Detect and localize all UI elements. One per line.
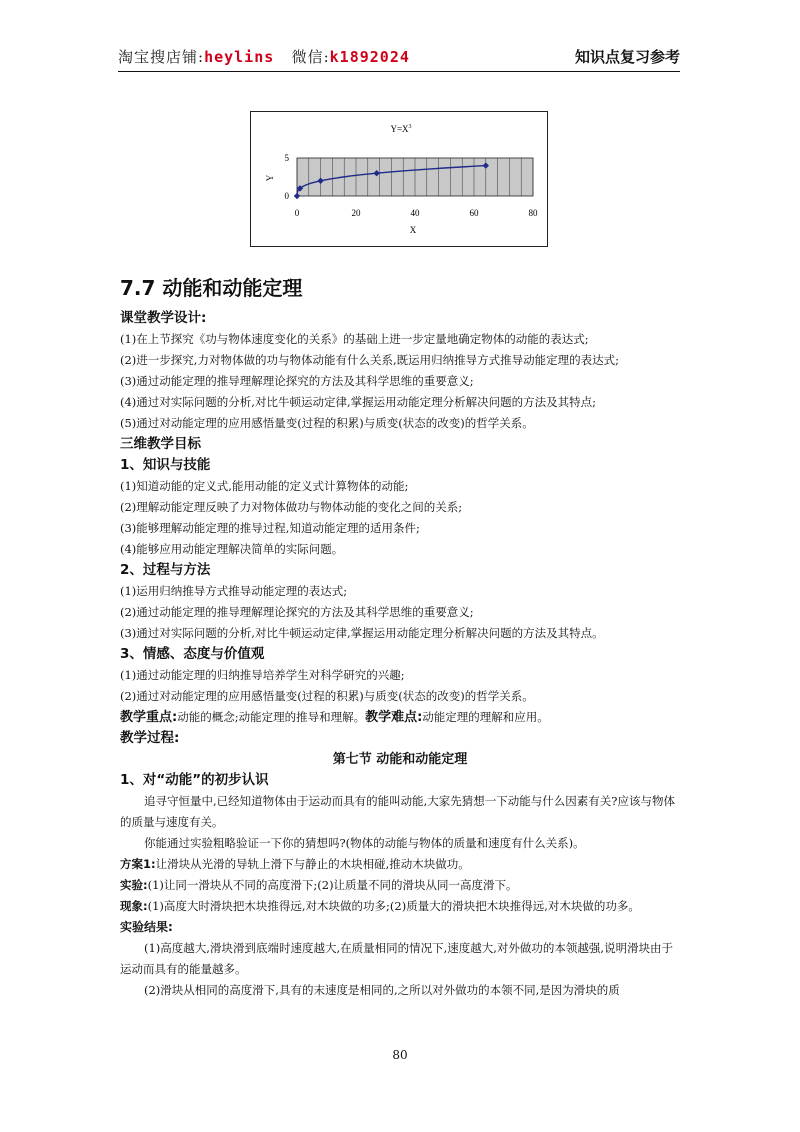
x-tick-label: 0 bbox=[294, 208, 300, 218]
section-title: 7.7 动能和动能定理 bbox=[120, 276, 303, 300]
design-item-3: (3)通过动能定理的推导理解理论探究的方法及其科学思维的重要意义; bbox=[120, 374, 474, 388]
chart-title-text: Y=X bbox=[390, 124, 409, 134]
shop-label: 淘宝搜店铺: bbox=[118, 48, 205, 66]
y-tick-label: 5 bbox=[284, 153, 289, 163]
design-item-2: (2)进一步探究,力对物体做的功与物体动能有什么关系,既运用归纳推导方式推导动能定理的表达式; bbox=[120, 353, 619, 367]
phenomenon-text: (1)高度大时滑块把木块推得远,对木块做的功多;(2)质量大的滑块把木块推得远,对木块做的功多。 bbox=[147, 899, 640, 913]
goals-heading: 三维教学目标 bbox=[120, 436, 201, 452]
design-item-4: (4)通过对实际问题的分析,对比牛顿运动定律,掌握运用动能定理分析解决问题的方法及其特点; bbox=[120, 395, 596, 409]
lesson-title: 第七节 动能和动能定理 bbox=[332, 752, 468, 767]
header-title: 知识点复习参考 bbox=[574, 48, 680, 66]
knowledge-item-3: (3)能够理解动能定理的推导过程,知道动能定理的适用条件; bbox=[120, 521, 420, 535]
shop-info bbox=[118, 46, 410, 67]
design-item-5: (5)通过对动能定理的应用感悟量变(过程的积累)与质变(状态的改变)的哲学关系。 bbox=[120, 416, 534, 430]
difficulty-text: 动能定理的理解和应用。 bbox=[422, 710, 549, 724]
part1-para-2: 你能通过实验粗略验证一下你的猜想吗?(物体的动能与物体的质量和速度有什么关系)。 bbox=[144, 836, 585, 850]
x-tick-label: 20 bbox=[351, 208, 361, 218]
focus-text: 动能的概念;动能定理的推导和理解。 bbox=[177, 710, 366, 724]
process-item-1: (1)运用归纳推导方式推导动能定理的表达式; bbox=[120, 584, 348, 598]
key-points-line bbox=[120, 707, 680, 728]
result-heading: 实验结果: bbox=[120, 920, 173, 934]
experiment-label: 实验: bbox=[120, 878, 148, 892]
experiment-text: (1)让同一滑块从不同的高度滑下;(2)让质量不同的滑块从同一高度滑下。 bbox=[147, 878, 518, 892]
chart bbox=[250, 111, 548, 247]
part1-heading: 1、对“动能”的初步认识 bbox=[120, 772, 269, 788]
teaching-process-heading: 教学过程: bbox=[120, 730, 180, 746]
knowledge-item-2: (2)理解动能定理反映了力对物体做功与物体动能的变化之间的关系; bbox=[120, 500, 463, 514]
focus-label: 教学重点: bbox=[120, 710, 178, 725]
x-tick-label: 80 bbox=[528, 208, 538, 218]
plan-line bbox=[120, 854, 680, 875]
process-item-3: (3)通过对实际问题的分析,对比牛顿运动定律,掌握运用动能定理分析解决问题的方法及其特点。 bbox=[120, 626, 604, 640]
result-para-1: (1)高度越大,滑块滑到底端时速度越大,在质量相同的情况下,速度越大,对外做功的本领越强,说明滑块由于运动而具有的能量越多。 bbox=[120, 941, 674, 976]
page-header bbox=[118, 44, 680, 74]
shop-name: heylins bbox=[204, 48, 275, 66]
part1-para-1: 追寻守恒量中,已经知道物体由于运动而具有的能叫动能,大家先猜想一下动能与什么因素有关?应该与物体的质量与速度有关。 bbox=[120, 794, 675, 829]
wechat-id: k1892024 bbox=[329, 48, 410, 66]
process-method-heading: 2、过程与方法 bbox=[120, 562, 211, 578]
plan-label: 方案1: bbox=[120, 857, 156, 871]
design-item-1: (1)在上节探究《功与物体速度变化的关系》的基础上进一步定量地确定物体的动能的表达式; bbox=[120, 332, 589, 346]
x-tick-label: 40 bbox=[410, 208, 420, 218]
emotion-item-2: (2)通过对动能定理的应用感悟量变(过程的积累)与质变(状态的改变)的哲学关系。 bbox=[120, 689, 534, 703]
chart-svg bbox=[251, 112, 547, 246]
difficulty-label: 教学难点: bbox=[365, 710, 423, 725]
y-tick-label: 0 bbox=[284, 191, 289, 201]
x-axis-label: X bbox=[409, 225, 417, 235]
chart-title bbox=[390, 124, 411, 134]
knowledge-heading: 1、知识与技能 bbox=[120, 457, 211, 473]
plan-text: 让滑块从光滑的导轨上滑下与静止的木块相碰,推动木块做功。 bbox=[155, 857, 470, 871]
header-rule bbox=[118, 71, 680, 72]
process-item-2: (2)通过动能定理的推导理解理论探究的方法及其科学思维的重要意义; bbox=[120, 605, 474, 619]
main-content bbox=[120, 308, 680, 1001]
page-number: 80 bbox=[392, 1048, 408, 1062]
wechat-label: 微信: bbox=[291, 48, 330, 66]
knowledge-item-4: (4)能够应用动能定理解决简单的实际问题。 bbox=[120, 542, 344, 556]
phenomenon-line bbox=[120, 896, 680, 917]
design-heading: 课堂教学设计: bbox=[120, 310, 207, 326]
phenomenon-label: 现象: bbox=[120, 899, 148, 913]
knowledge-item-1: (1)知道动能的定义式,能用动能的定义式计算物体的动能; bbox=[120, 479, 409, 493]
emotion-item-1: (1)通过动能定理的归纳推导培养学生对科学研究的兴趣; bbox=[120, 668, 405, 682]
chart-title-sup: 3 bbox=[408, 124, 412, 130]
emotion-heading: 3、情感、态度与价值观 bbox=[120, 646, 265, 662]
y-axis-label: Y bbox=[265, 174, 275, 182]
experiment-line bbox=[120, 875, 680, 896]
x-tick-label: 60 bbox=[469, 208, 479, 218]
result-para-2: (2)滑块从相同的高度滑下,具有的末速度是相同的,之所以对外做功的本领不同,是因为滑块的质 bbox=[144, 983, 620, 997]
